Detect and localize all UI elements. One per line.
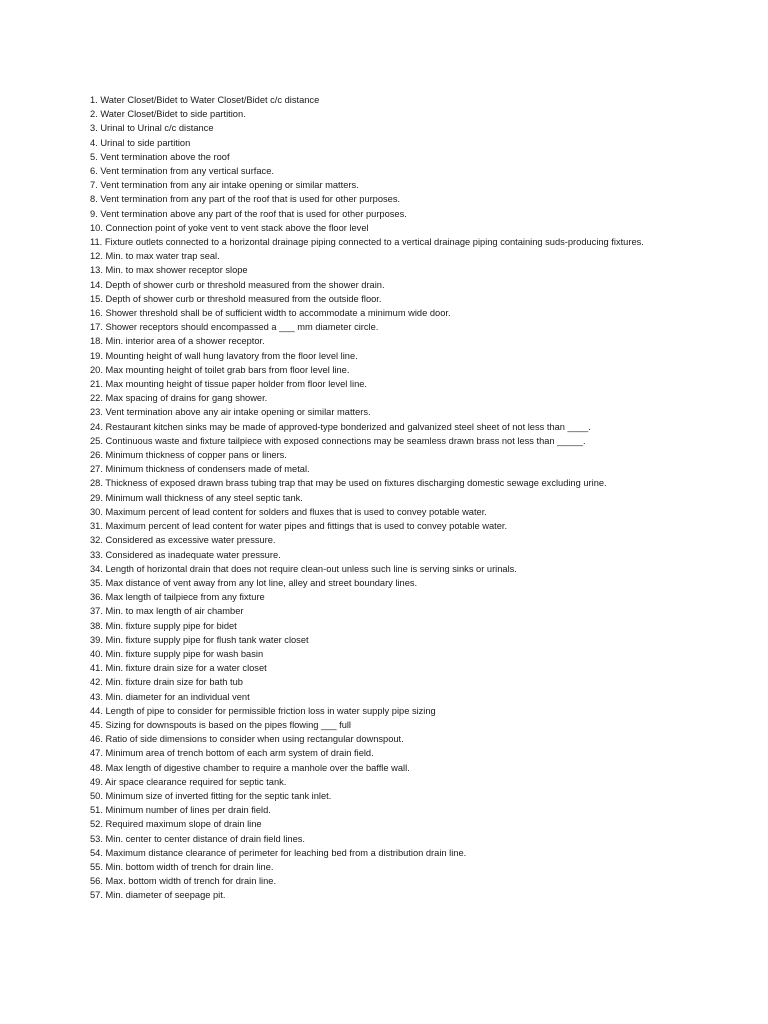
question-item: 39. Min. fixture supply pipe for flush tank water closet — [90, 634, 309, 645]
question-item: 16. Shower threshold shall be of sufficient width to accommodate a minimum wide door. — [90, 308, 451, 319]
question-item: 32. Considered as excessive water pressure. — [90, 535, 276, 546]
question-item: 7. Vent termination from any air intake opening or similar matters. — [90, 180, 359, 191]
question-item: 52. Required maximum slope of drain line — [90, 819, 262, 830]
question-item: 54. Maximum distance clearance of perimeter for leaching bed from a distribution drain line. — [90, 847, 467, 858]
question-item: 28. Thickness of exposed drawn brass tubing trap that may be used on fixtures discharging domestic sewage excluding urine. — [90, 478, 607, 489]
question-item: 36. Max length of tailpiece from any fixture — [90, 592, 265, 603]
question-item: 8. Vent termination from any part of the roof that is used for other purposes. — [90, 194, 401, 205]
question-item: 37. Min. to max length of air chamber — [90, 606, 244, 617]
question-item: 25. Continuous waste and fixture tailpiece with exposed connections may be seamless drawn brass not less than _____. — [90, 435, 586, 446]
question-list — [90, 93, 690, 903]
question-item: 11. Fixture outlets connected to a horizontal drainage piping connected to a vertical drainage piping containing suds-producing fixtures. — [90, 237, 644, 248]
question-item: 26. Minimum thickness of copper pans or liners. — [90, 450, 287, 461]
question-item: 23. Vent termination above any air intake opening or similar matters. — [90, 407, 371, 418]
question-item: 19. Mounting height of wall hung lavatory from the floor level line. — [90, 350, 358, 361]
question-item: 31. Maximum percent of lead content for water pipes and fittings that is used to convey potable water. — [90, 521, 508, 532]
question-item: 44. Length of pipe to consider for permissible friction loss in water supply pipe sizing — [90, 705, 436, 716]
question-item: 24. Restaurant kitchen sinks may be made of approved-type bonderized and galvanized steel sheet of not less than ____. — [90, 421, 591, 432]
question-item: 53. Min. center to center distance of drain field lines. — [90, 833, 305, 844]
question-item: 10. Connection point of yoke vent to vent stack above the floor level — [90, 222, 369, 233]
question-item: 34. Length of horizontal drain that does not require clean-out unless such line is serving sinks or urinals. — [90, 563, 517, 574]
question-item: 9. Vent termination above any part of the roof that is used for other purposes. — [90, 208, 407, 219]
question-item: 6. Vent termination from any vertical surface. — [90, 166, 274, 177]
question-item: 20. Max mounting height of toilet grab bars from floor level line. — [90, 364, 350, 375]
question-item: 33. Considered as inadequate water pressure. — [90, 549, 281, 560]
question-item: 43. Min. diameter for an individual vent — [90, 691, 250, 702]
question-item: 2. Water Closet/Bidet to side partition. — [90, 109, 246, 120]
question-item: 40. Min. fixture supply pipe for wash basin — [90, 648, 264, 659]
question-item: 38. Min. fixture supply pipe for bidet — [90, 620, 237, 631]
question-item: 30. Maximum percent of lead content for solders and fluxes that is used to convey potable water. — [90, 506, 487, 517]
question-item: 29. Minimum wall thickness of any steel septic tank. — [90, 492, 303, 503]
question-item: 41. Min. fixture drain size for a water closet — [90, 663, 267, 674]
question-item: 27. Minimum thickness of condensers made of metal. — [90, 464, 310, 475]
question-item: 21. Max mounting height of tissue paper holder from floor level line. — [90, 379, 367, 390]
question-item: 17. Shower receptors should encompassed a ___ mm diameter circle. — [90, 322, 379, 333]
question-item: 48. Max length of digestive chamber to require a manhole over the baffle wall. — [90, 762, 410, 773]
question-item: 4. Urinal to side partition — [90, 137, 191, 148]
question-item: 45. Sizing for downspouts is based on the pipes flowing ___ full — [90, 719, 351, 730]
question-item: 5. Vent termination above the roof — [90, 151, 230, 162]
question-item: 35. Max distance of vent away from any lot line, alley and street boundary lines. — [90, 577, 418, 588]
question-item: 49. Air space clearance required for septic tank. — [90, 776, 287, 787]
question-item: 42. Min. fixture drain size for bath tub — [90, 677, 243, 688]
question-item: 1. Water Closet/Bidet to Water Closet/Bidet c/c distance — [90, 95, 320, 105]
question-item: 22. Max spacing of drains for gang shower. — [90, 393, 268, 404]
question-item: 14. Depth of shower curb or threshold measured from the shower drain. — [90, 279, 385, 290]
question-item: 56. Max. bottom width of trench for drain line. — [90, 876, 277, 887]
question-item: 55. Min. bottom width of trench for drain line. — [90, 861, 274, 872]
question-item: 51. Minimum number of lines per drain field. — [90, 805, 271, 816]
question-item: 13. Min. to max shower receptor slope — [90, 265, 248, 276]
question-item: 15. Depth of shower curb or threshold measured from the outside floor. — [90, 293, 382, 304]
question-item: 47. Minimum area of trench bottom of each arm system of drain field. — [90, 748, 374, 759]
question-item: 18. Min. interior area of a shower receptor. — [90, 336, 265, 347]
question-item: 3. Urinal to Urinal c/c distance — [90, 123, 214, 134]
question-item: 50. Minimum size of inverted fitting for the septic tank inlet. — [90, 790, 332, 801]
question-item: 57. Min. diameter of seepage pit. — [90, 890, 226, 901]
question-item: 12. Min. to max water trap seal. — [90, 251, 220, 262]
question-item: 46. Ratio of side dimensions to consider when using rectangular downspout. — [90, 734, 404, 745]
